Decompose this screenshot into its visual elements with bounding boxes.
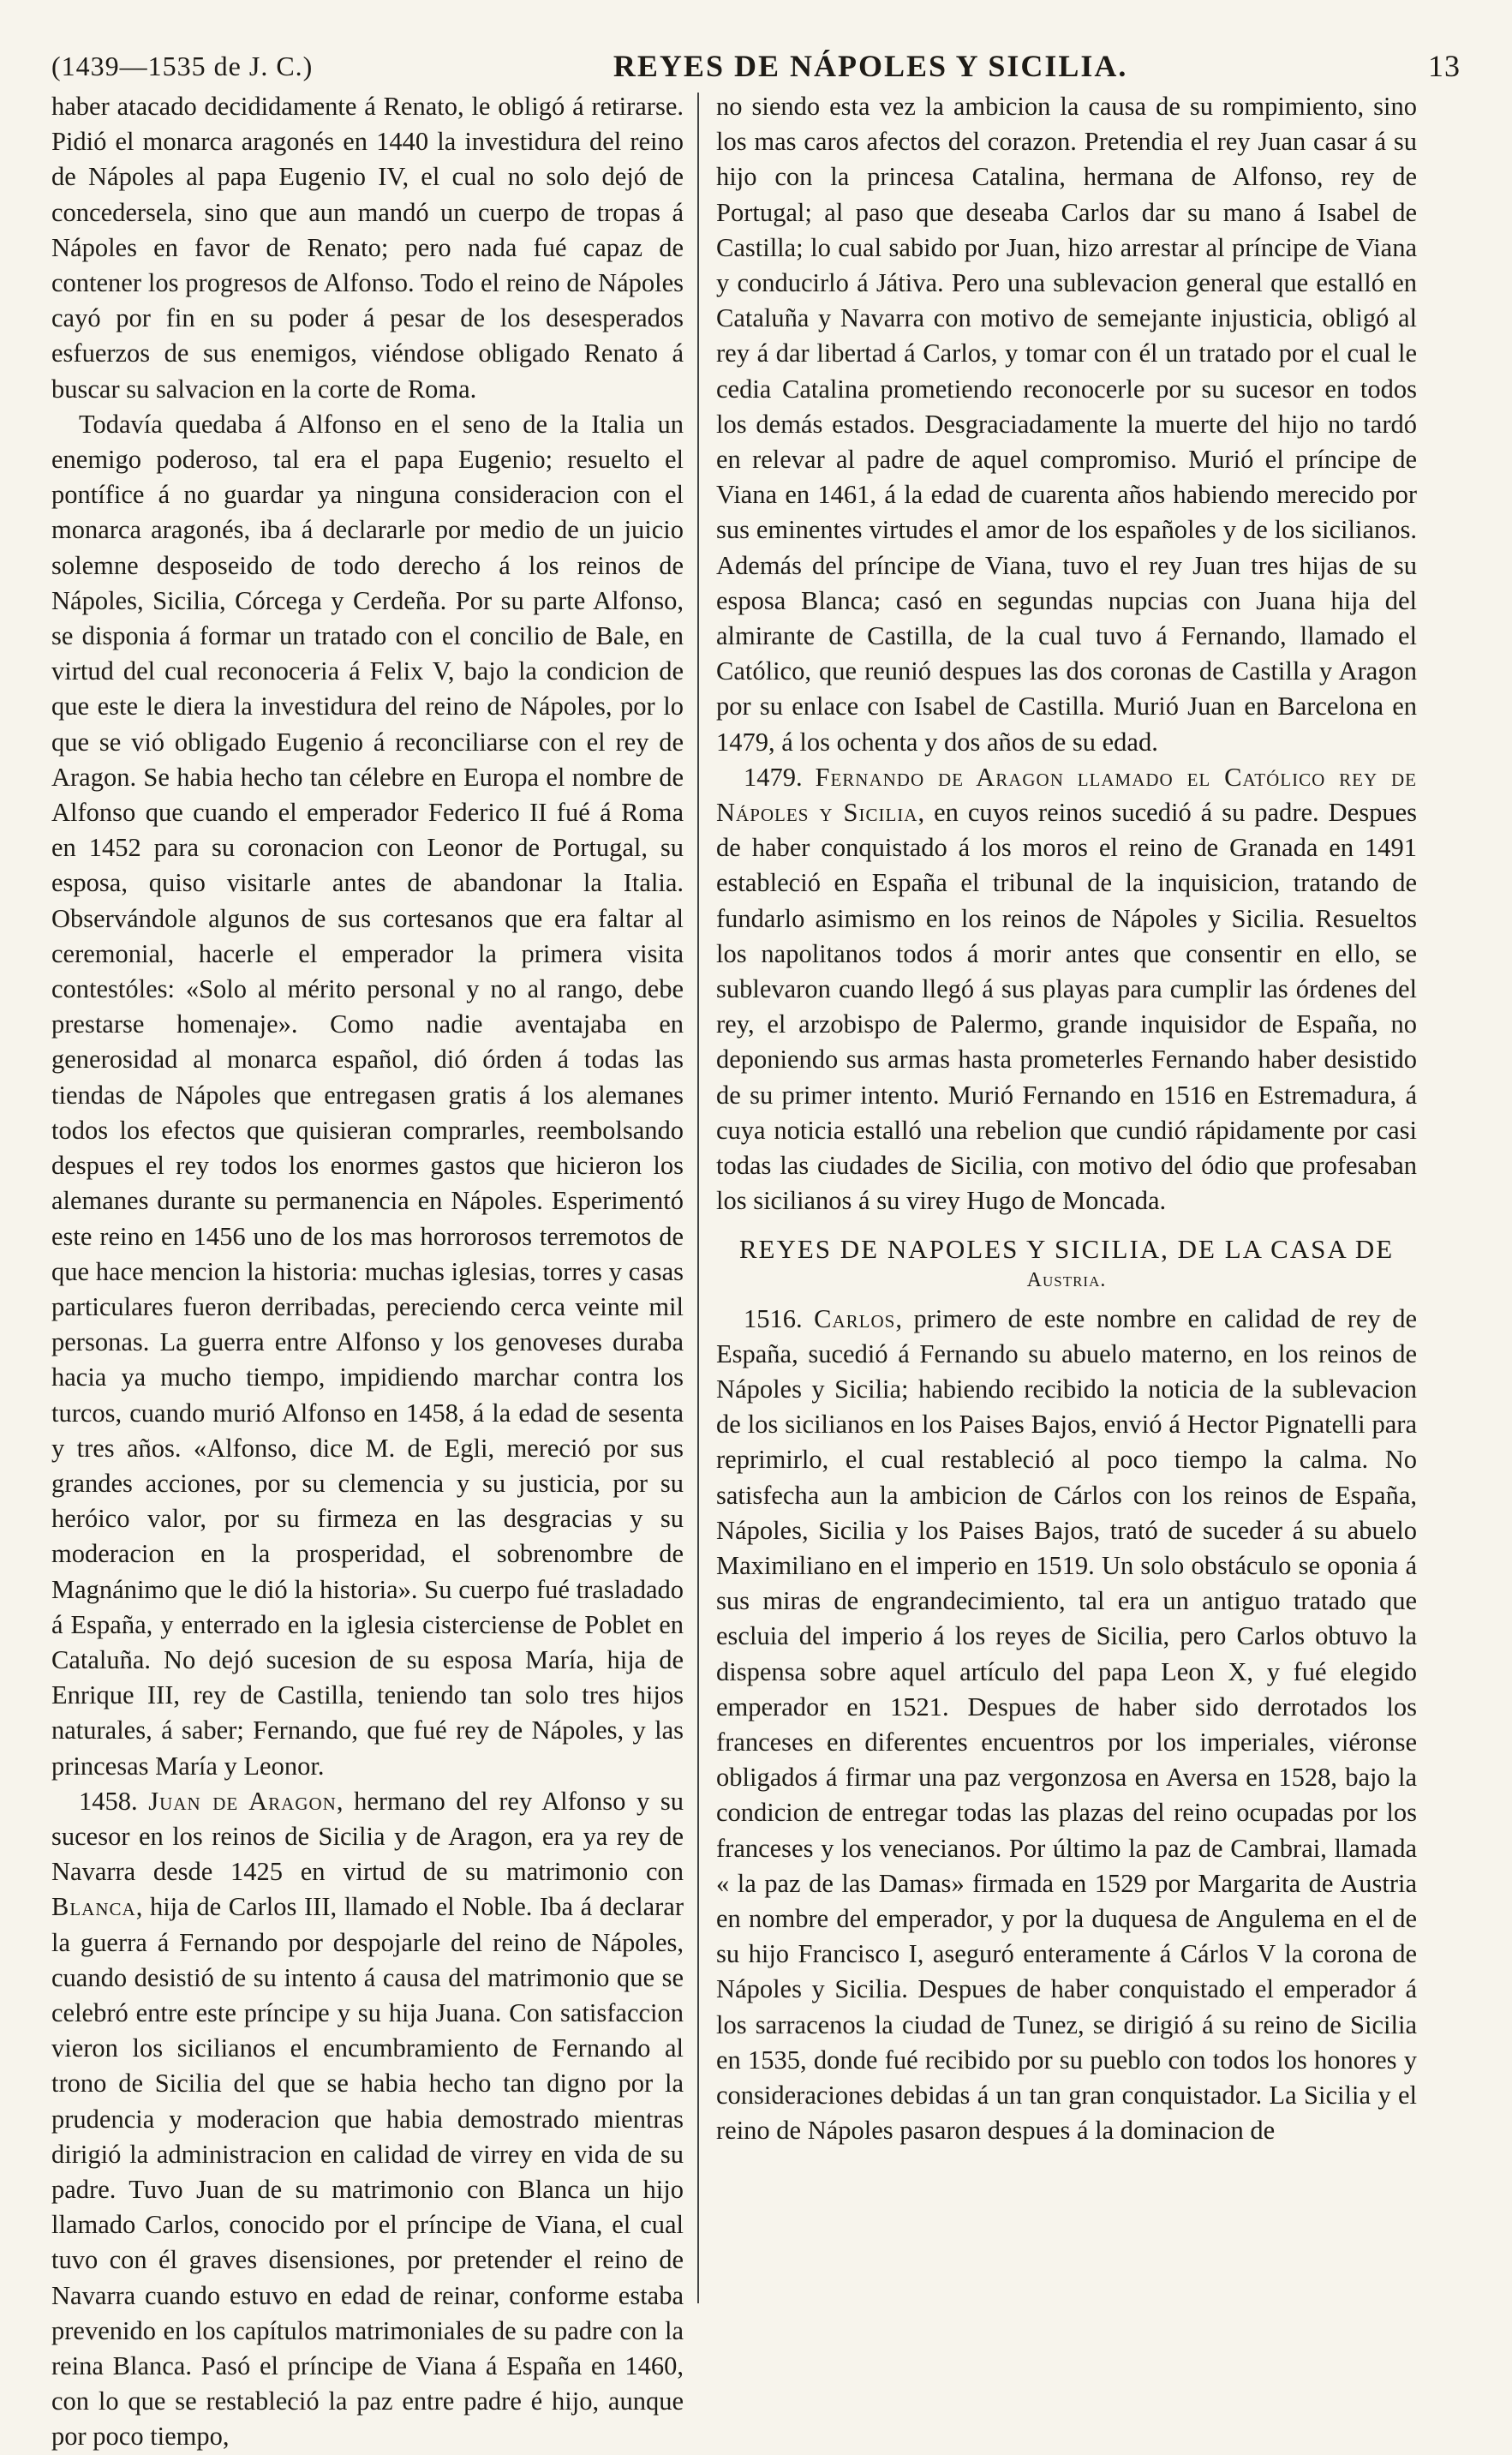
entry-text: , hija de Carlos III, llamado el Noble. Iba á declarar la guerra á Fernando por despojarle del reino de Nápoles, cuando desistió de su intento á causa del matrimonio que se celebró entre este príncipe y su hija Juana. Con satisfaccion vieron los sicilianos el encumbramiento de Fernando al trono de Sicilia del que se habia hecho tan digno por la prudencia y moderacion que habia demostrado mientras dirigió la administracion en calidad de virrey en vida de su padre. Tuvo Juan de su matrimonio con Blanca un hijo llamado Carlos, conocido por el príncipe de Viana, el cual tuvo con él graves disensiones, por pretender el reino de Navarra cuando estuvo en edad de reinar, conforme estaba prevenido en los capítulos matrimoniales de su padre con la reina Blanca. Pasó el príncipe de Viana á España en 1460, con lo que se restableció la paz entre padre é hijo, aunque por poco tiempo,: [51, 1892, 684, 2452]
paragraph: haber atacado decididamente á Renato, le obligó á retirarse. Pidió el monarca aragonés en 1440 la investidura del reino de Nápoles al papa Eugenio IV, el cual no solo dejó de concedersela, sino que aun mandó un cuerpo de tropas á Nápoles en favor de Renato; pero nada fué capaz de contener los progresos de Alfonso. Todo el reino de Nápoles cayó por fin en su poder á pesar de los desesperados esfuerzos de sus enemigos, viéndose obligado Renato á buscar su salvacion en la corte de Roma.: [51, 92, 684, 404]
header-title: REYES DE NÁPOLES Y SICILIA.: [613, 49, 1128, 83]
entry-text: , hermano del rey Alfonso y su sucesor en los reinos de Sicilia y de Aragon, era ya rey de Navarra desde 1425 en virtud de su matrimonio con: [51, 1786, 684, 1887]
paragraph-entry: [51, 1784, 684, 2455]
section-heading: [716, 1231, 1417, 1293]
column-divider: [697, 93, 699, 2303]
entry-year: 1516.: [744, 1303, 803, 1333]
left-column: [51, 89, 684, 2455]
paragraph-entry: [716, 1302, 1417, 2149]
paragraph: no siendo esta vez la ambicion la causa de su rompimiento, sino los mas caros afectos del corazon. Pretendia el rey Juan casar á su hijo con la princesa Catalina, hermana de Alfonso, rey de Portugal; al paso que deseaba Carlos dar su mano á Isabel de Castilla; lo cual sabido por Juan, hizo arrestar al príncipe de Viana y conducirlo á Játiva. Pero una sublevacion general que estalló en Cataluña y Navarra con motivo de semejante injusticia, obligó al rey á dar libertad á Carlos, y tomar con él un tratado por el cual le cedia Catalina prometiendo reconocerle por su sucesor en todos los demás estados. Desgraciadamente la muerte del hijo no tardó en relevar al padre de aquel compromiso. Murió el príncipe de Viana en 1461, á la edad de cuarenta años habiendo merecido por sus eminentes virtudes el amor de los españoles y de los sicilianos. Además del príncipe de Viana, tuvo el rey Juan tres hijas de su esposa Blanca; casó en segundas nupcias con Juana hija del almirante de Castilla, de la cual tuvo á Fernando, llamado el Católico, que reunió despues las dos coronas de Castilla y Aragon por su enlace con Isabel de Castilla. Murió Juan en Barcelona en 1479, á los ochenta y dos años de su edad.: [716, 92, 1417, 757]
header-date-range: (1439—1535 de J. C.): [51, 50, 314, 81]
paragraph-entry: [716, 760, 1417, 1219]
page-number: 13: [1428, 49, 1461, 83]
right-column: [716, 89, 1417, 2148]
entry-text: , primero de este nombre en calidad de rey de España, sucedió á Fernando su abuelo materno, en los reinos de Nápoles y Sicilia; habiendo recibido la noticia de la sublevacion de los sicilianos en los Paises Bajos, envió á Hector Pignatelli para reprimirlo, el cual restableció al poco tiempo la calma. No satisfecha aun la ambicion de Cárlos con los reinos de España, Nápoles, Sicilia y los Paises Bajos, trató de suceder á su abuelo Maximiliano en el imperio en 1519. Un solo obstáculo se oponia á sus miras de engrandecimiento, tal era un antiguo tratado que escluia del imperio á los reyes de Sicilia, pero Carlos obtuvo la dispensa sobre aquel artículo del papa Leon X, y fué elegido emperador en 1521. Despues de haber sido derrotados los franceses en diferentes encuentros por los imperiales, viéronse obligados á firmar una paz vergonzosa en Aversa en 1528, bajo la condicion de entregar todas las plazas del reino ocupadas por los franceses y los venecianos. Por último la paz de Cambrai, llamada « la paz de las Damas» firmada en 1529 por Margarita de Austria en nombre del emperador, y por la duquesa de Angulema en el de su hijo Francisco I, aseguró enteramente á Cárlos V la corona de Nápoles y Sicilia. Despues de haber conquistado el emperador á los sarracenos la ciudad de Tunez, se dirigió á su reino de Sicilia en 1535, donde fué recibido por su pueblo con todos los honores y consideraciones debidas á un tan gran conquistador. La Sicilia y el reino de Nápoles pasaron despues á la dominacion de: [716, 1303, 1417, 2146]
paragraph: Todavía quedaba á Alfonso en el seno de la Italia un enemigo poderoso, tal era el papa Eugenio; resuelto el pontífice á no guardar ya ninguna consideracion con el monarca aragonés, iba á declararle por medio de un juicio solemne desposeido de todo derecho á los reinos de Nápoles, Sicilia, Córcega y Cerdeña. Por su parte Alfonso, se disponia á formar un tratado con el concilio de Bale, en virtud del cual reconoceria á Felix V, bajo la condicion de que este le diera la investidura del reino de Nápoles, por lo que se vió obligado Eugenio á reconciliarse con el rey de Aragon. Se habia hecho tan célebre en Europa el nombre de Alfonso que cuando el emperador Federico II fué á Roma en 1452 para su coronacion con Leonor de Portugal, su esposa, quiso visitarle antes de abandonar la Italia. Observándole algunos de sus cortesanos que era faltar al ceremonial, hacerle el emperador la primera visita contestóles: «Solo al mérito personal y no al rango, debe prestarse homenaje». Como nadie aventajaba en generosidad al monarca español, dió órden á todas las tiendas de Nápoles que entregasen gratis á los alemanes todos los efectos que quisieran comprarles, reembolsando despues el rey todos los enormes gastos que hicieron los alemanes durante su permanencia en Nápoles. Esperimentó este reino en 1456 uno de los mas horrorosos terremotos de que hace mencion la historia: muchas iglesias, torres y casas particulares fueron derribadas, pereciendo cerca veinte mil personas. La guerra entre Alfonso y los genoveses duraba hacia ya mucho tiempo, impidiendo marchar contra los turcos, cuando murió Alfonso en 1458, á la edad de sesenta y tres años. «Alfonso, dice M. de Egli, mereció por sus grandes acciones, por su clemencia y su justicia, por su heróico valor, por su firmeza en las desgracias y su moderacion en la prosperidad, el sobrenombre de Magnánimo que le dió la historia». Su cuerpo fué trasladado á España, y enterrado en la iglesia cisterciense de Poblet en Cataluña. No dejó sucesion de su esposa María, hija de Enrique III, rey de Castilla, teniendo tan solo tres hijos naturales, á saber; Fernando, que fué rey de Nápoles, y las princesas María y Leonor.: [51, 409, 684, 1781]
running-header: [51, 45, 1461, 87]
section-heading-subtitle: Austria.: [1026, 1268, 1107, 1291]
section-heading-title: REYES DE NAPOLES Y SICILIA, DE LA CASA DE: [738, 1233, 1395, 1264]
entry-name: Juan de Aragon: [148, 1786, 337, 1816]
entry-name: Fernando de Aragon llamado el Católico rey de Nápoles y Sicilia: [716, 762, 1418, 828]
entry-year: 1479.: [744, 762, 803, 792]
entry-name: Carlos: [814, 1303, 896, 1333]
entry-name-secondary: Blanca: [51, 1892, 136, 1922]
entry-year: 1458.: [79, 1786, 138, 1816]
entry-text: , en cuyos reinos sucedió á su padre. Despues de haber conquistado á los moros el reino de Granada en 1491 estableció en España el tribunal de la inquisicion, tratando de fundarlo asimismo en los reinos de Nápoles y Sicilia. Resueltos los napolitanos todos á morir antes que consentir en ello, se sublevaron cuando llegó á sus playas para cumplir las órdenes del rey, el arzobispo de Palermo, grande inquisidor de España, no deponiendo sus armas hasta prometerles Fernando haber desistido de su primer intento. Murió Fernando en 1516 en Estremadura, á cuya noticia estalló una rebelion que cundió rápidamente por casi todas las ciudades de Sicilia, con motivo del ódio que profesaban los sicilianos á su virey Hugo de Moncada.: [716, 798, 1417, 1216]
